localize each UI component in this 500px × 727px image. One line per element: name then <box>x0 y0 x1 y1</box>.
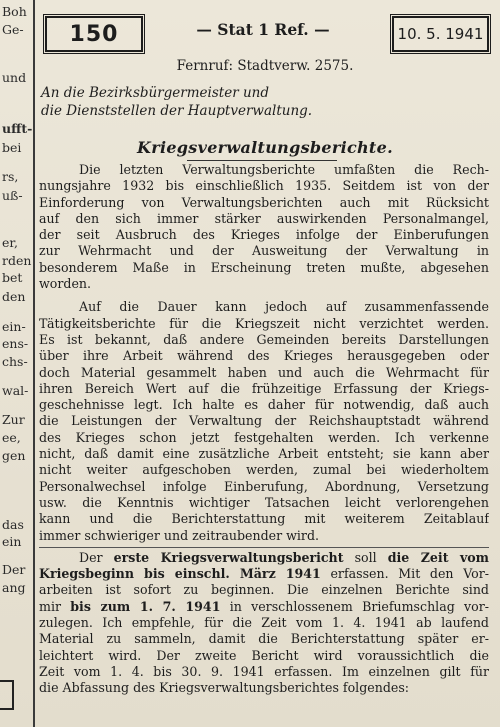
text-line: des Krieges schon jetzt festgehalten werden. Ich verkenne <box>39 429 489 445</box>
text-line: Zeit vom 1. 4. bis 30. 9. 1941 erfassen. Im einzelnen gilt für <box>39 663 489 679</box>
text-line: Tätigkeitsberichte für die Kriegszeit nicht verzichtet werden. <box>39 315 489 331</box>
margin-text-fragment: bei <box>2 140 22 155</box>
margin-text-fragment: Ge- <box>2 22 24 37</box>
text-line: Die letzten Verwaltungsberichte umfaßten die Rech- <box>79 162 489 177</box>
text-line: zulegen. Ich empfehle, für die Zeit vom 1. 4. 1941 ab laufend <box>39 615 489 631</box>
bold-phrase: die Zeit vom <box>387 549 489 565</box>
margin-text-fragment: ee, <box>2 430 21 445</box>
text-line: geschehnisse legt. Ich halte es daher für notwendig, daß auch <box>39 397 489 413</box>
text-line: nicht, daß damit eine zusätzliche Arbeit entsteht; sie kann aber <box>39 446 489 462</box>
margin-text-fragment: rs, <box>2 169 19 184</box>
text-line: nicht weiter aufgeschoben werden, zumal bei wiederholtem <box>39 462 489 478</box>
text-line: arbeiten ist sofort zu beginnen. Die einzelnen Berichte sind <box>39 582 489 598</box>
bold-phrase: erste Kriegsverwaltungsbericht <box>113 549 344 565</box>
paragraph-3 <box>39 550 489 697</box>
margin-text-fragment: ein <box>2 534 22 549</box>
addressee-line-1: An die Bezirksbürgermeister und <box>41 85 269 101</box>
margin-text-fragment: ein- <box>2 319 26 334</box>
margin-text-fragment: den <box>2 289 26 304</box>
issue-number-box <box>43 14 145 54</box>
article-title: Kriegsverwaltungsberichte. <box>137 138 393 157</box>
text-line: usw. die Kenntnis wichtiger Tatsachen leicht verlorengehen <box>39 494 489 510</box>
margin-text-fragment: Zur <box>2 412 25 427</box>
text-line: Der erste Kriegsverwaltungsbericht soll die Zeit vom <box>79 549 489 565</box>
bold-phrase: bis zum 1. 7. 1941 <box>70 598 221 614</box>
text-line: doch Material gesammelt haben und auch die Wehrmacht für <box>39 364 489 380</box>
margin-text-fragment: chs- <box>2 354 28 369</box>
title-underline <box>187 160 337 161</box>
text-line: auf den sich immer stärker auswirkenden Personalmangel, <box>39 210 489 226</box>
paragraph-2 <box>39 299 489 543</box>
margin-text-fragment: uß- <box>2 188 23 203</box>
text-line: worden. <box>39 276 92 292</box>
bold-phrase: Kriegsbeginn bis einschl. März 1941 <box>39 566 321 582</box>
margin-text-fragment: und <box>2 70 27 85</box>
left-margin-column <box>0 0 32 727</box>
text-line: kann und die Berichterstattung mit weiterem Zeitablauf <box>39 511 489 527</box>
header-department: — Stat 1 Ref. — <box>196 20 330 39</box>
margin-text-fragment: ang <box>2 580 26 595</box>
paragraph-separator <box>39 547 489 548</box>
text-line: die Abfassung des Kriegsverwaltungsberichtes folgendes: <box>39 680 410 696</box>
text-line: Material zu sammeln, damit die Berichterstattung später er- <box>39 631 489 647</box>
paragraph-1 <box>39 162 489 292</box>
text-line: der seit Ausbruch des Krieges infolge der Einberufungen <box>39 227 489 243</box>
text-line: Personalwechsel infolge Einberufung, Abordnung, Versetzung <box>39 478 489 494</box>
article-body <box>39 162 489 697</box>
margin-text-fragment: Der <box>2 562 26 577</box>
text-line: leichtert wird. Der zweite Bericht wird voraussichtlich die <box>39 647 489 663</box>
text-line: über ihre Arbeit während des Krieges herausgegeben oder <box>39 348 489 364</box>
text-line: Kriegsbeginn bis einschl. März 1941 erfassen. Mit den Vor- <box>39 566 489 582</box>
text-line: Einforderung von Verwaltungsberichten auch mit Rücksicht <box>39 194 489 210</box>
margin-text-fragment: er, <box>2 235 18 250</box>
text-line: ihren Bereich Wert auf die frühzeitige Erfassung der Kriegs- <box>39 380 489 396</box>
date-box <box>390 14 491 54</box>
margin-box-fragment <box>0 680 14 710</box>
main-column <box>37 0 493 727</box>
text-line: besonderem Maße in Erscheinung treten mußte, abgesehen <box>39 259 489 275</box>
text-line: mir bis zum 1. 7. 1941 in verschlossenem Briefumschlag vor- <box>39 598 489 614</box>
margin-text-fragment: wal- <box>2 383 29 398</box>
text-line: immer schwieriger und zeitraubender wird. <box>39 527 320 543</box>
text-line: Auf die Dauer kann jedoch auf zusammenfassende <box>79 299 489 315</box>
text-line: die Leistungen der Verwaltung der Reichshauptstadt während <box>39 413 489 429</box>
margin-text-fragment: Boh <box>2 4 27 19</box>
margin-text-fragment: das <box>2 517 24 532</box>
margin-text-fragment: ufft- <box>2 121 32 136</box>
column-rule <box>33 0 35 727</box>
issue-number: 150 <box>69 21 119 47</box>
margin-text-fragment: rden <box>2 253 32 268</box>
addressee-line-2: die Dienststellen der Hauptverwaltung. <box>41 103 313 119</box>
margin-text-fragment: bet <box>2 270 23 285</box>
text-line: nungsjahre 1932 bis einschließlich 1935. Seitdem ist von der <box>39 178 489 194</box>
margin-text-fragment: ens- <box>2 336 29 351</box>
issue-date: 10. 5. 1941 <box>397 25 484 43</box>
addressee-block <box>41 84 312 120</box>
phone-line: Fernruf: Stadtverw. 2575. <box>176 58 354 74</box>
text-line: Es ist bekannt, daß andere Gemeinden bereits Darstellungen <box>39 331 489 347</box>
margin-text-fragment: gen <box>2 448 26 463</box>
text-line: zur Wehrmacht und der Ausweitung der Verwaltung in <box>39 243 489 259</box>
